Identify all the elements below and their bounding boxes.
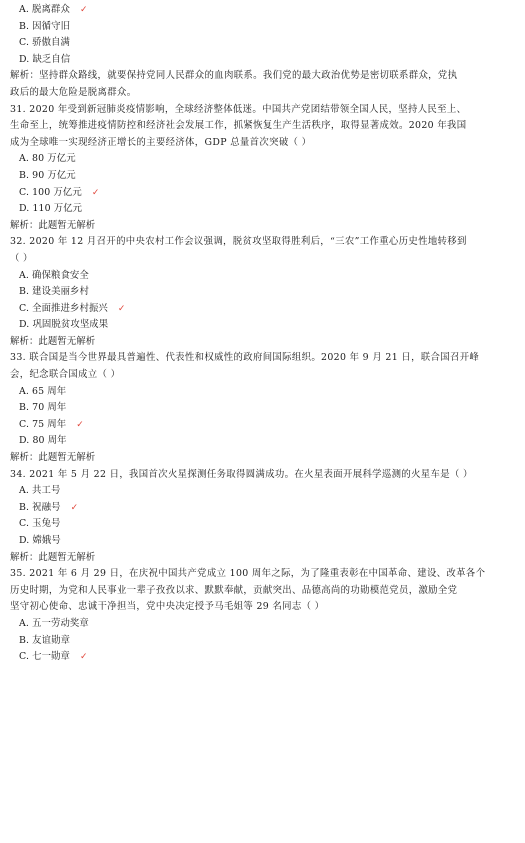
answer-option	[10, 301, 515, 318]
previous-question-tail	[10, 2, 515, 102]
correct-check-icon: ✓	[79, 5, 88, 15]
correct-check-icon: ✓	[91, 187, 100, 198]
answer-option	[10, 185, 515, 202]
answer-option	[10, 2, 515, 19]
answer-option	[10, 168, 515, 185]
answer-option	[10, 317, 515, 334]
question-stem: （ ）	[10, 252, 33, 264]
analysis-text: 政后的最大危险是脱离群众。	[10, 86, 137, 98]
question-stem: 32. 2020 年 12 月召开的中央农村工作会议强调，脱贫攻坚取得胜利后，“三农”工作重心历史性地转移到	[10, 236, 467, 248]
option-text: C. 100 万亿元	[19, 186, 82, 198]
option-text: B. 友谊勋章	[19, 634, 71, 646]
correct-check-icon: ✓	[117, 303, 126, 314]
question-stem: 31. 2020 年受到新冠肺炎疫情影响，全球经济整体低迷。中国共产党团结带领全国人民，坚持人民至上、	[10, 103, 467, 115]
question-item	[10, 234, 515, 350]
answer-option	[10, 616, 515, 633]
option-text: B. 因循守旧	[19, 20, 71, 32]
correct-check-icon: ✓	[76, 419, 84, 430]
option-text: D. 80 周年	[19, 435, 67, 447]
question-stem: 坚守初心使命、忠诚干净担当，党中央决定授予马毛姐等 29 名同志（ ）	[10, 601, 325, 613]
answer-option	[10, 500, 515, 517]
answer-option	[10, 516, 515, 533]
option-text: B. 祝融号	[19, 501, 61, 513]
answer-option	[10, 268, 515, 285]
option-text: D. 110 万亿元	[19, 203, 83, 215]
answer-option	[10, 417, 515, 434]
option-text: C. 七一勋章	[19, 651, 70, 663]
question-stem: 历史时期，为党和人民事业一辈子孜孜以求、默默奉献，贡献突出、品德高尚的功勋模范党员，激励全党	[10, 584, 458, 596]
question-stem: 34. 2021 年 5 月 22 日，我国首次火星探测任务取得圆满成功。在火星表面开展科学巡测的火星车是（ ）	[10, 468, 473, 480]
option-text: B. 70 周年	[19, 402, 67, 414]
question-item	[10, 467, 515, 567]
answer-option	[10, 433, 515, 450]
option-text: B. 建设美丽乡村	[19, 286, 89, 298]
answer-option	[10, 533, 515, 550]
question-stem: 会，纪念联合国成立（ ）	[10, 369, 121, 381]
question-stem: 成为全球唯一实现经济正增长的主要经济体，GDP 总量首次突破（ ）	[10, 136, 312, 148]
option-text: B. 90 万亿元	[19, 169, 76, 181]
answer-option	[10, 400, 515, 417]
option-text: A. 80 万亿元	[19, 153, 76, 165]
answer-option	[10, 633, 515, 650]
correct-check-icon: ✓	[80, 652, 88, 663]
answer-option	[10, 19, 515, 36]
analysis-text: 解析：此题暂无解析	[10, 219, 96, 231]
option-text: C. 骄傲自满	[19, 37, 70, 49]
question-item	[10, 566, 515, 666]
option-text: D. 嫦娥号	[19, 535, 61, 546]
question-stem: 生命至上，统筹推进疫情防控和经济社会发展工作，抓紧恢复生产生活秩序，取得显著成效。2020 年我国	[10, 120, 467, 132]
answer-option	[10, 284, 515, 301]
answer-option	[10, 151, 515, 168]
option-text: D. 缺乏自信	[19, 53, 71, 65]
analysis-text: 解析：此题暂无解析	[10, 551, 96, 563]
answer-option	[10, 35, 515, 52]
question-stem: 35. 2021 年 6 月 29 日，在庆祝中国共产党成立 100 周年之际，为了隆重表彰在中国革命、建设、改革各个	[10, 568, 486, 580]
analysis-text: 解析：此题暂无解析	[10, 335, 96, 347]
option-text: A. 脱离群众	[19, 4, 70, 15]
option-text: D. 巩固脱贫攻坚成果	[19, 319, 109, 331]
option-text: C. 全面推进乡村振兴	[19, 302, 108, 314]
question-item	[10, 102, 515, 235]
answer-option	[10, 52, 515, 69]
option-text: A. 确保粮食安全	[19, 269, 89, 281]
question-item	[10, 350, 515, 466]
option-text: A. 五一劳动奖章	[19, 617, 89, 629]
question-list	[10, 102, 515, 666]
answer-option	[10, 649, 515, 666]
answer-option	[10, 483, 515, 500]
option-text: A. 65 周年	[19, 385, 67, 397]
option-text: A. 共工号	[19, 485, 61, 497]
answer-option	[10, 384, 515, 401]
answer-option	[10, 201, 515, 218]
correct-check-icon: ✓	[70, 502, 79, 513]
question-stem: 33. 联合国是当今世界最具普遍性、代表性和权威性的政府间国际组织。2020 年 9 月 21 日，联合国召开峰	[10, 352, 480, 364]
analysis-text: 解析：坚持群众路线，就要保持党同人民群众的血肉联系。我们党的最大政治优势是密切联系群众，党执	[10, 70, 458, 82]
option-text: C. 玉兔号	[19, 518, 61, 530]
option-text: C. 75 周年	[19, 418, 67, 430]
analysis-text: 解析：此题暂无解析	[10, 452, 96, 464]
